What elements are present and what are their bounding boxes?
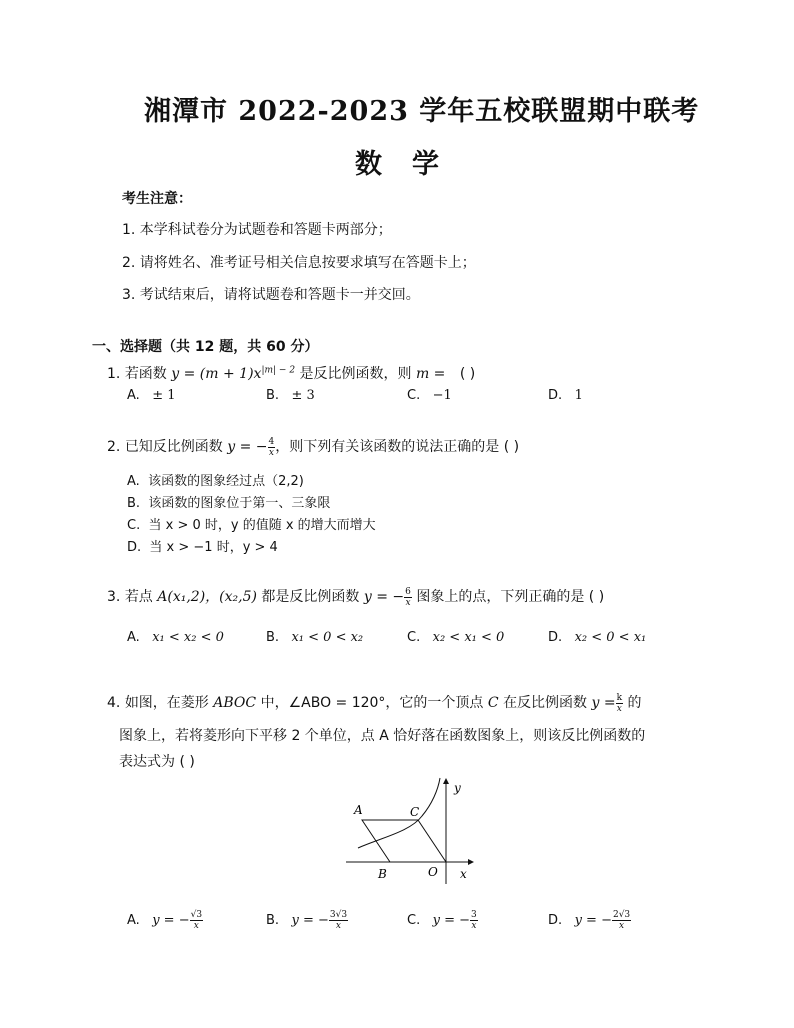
fraction: $\frac{k}{x}$ xyxy=(616,692,623,714)
question-number: 4. xyxy=(107,695,121,711)
question-4-line-2: 图象上，若将菱形向下平移 2 个单位，点 A 恰好落在函数图象上，则该反比例函数的 xyxy=(119,728,646,744)
question-text: 如图，在菱形 xyxy=(124,695,209,711)
option-a[interactable]: A. 该函数的图象经过点（2,2) xyxy=(127,474,304,489)
label-a: A xyxy=(354,803,363,817)
question-4-line-3: 表达式为 ( ) xyxy=(119,754,195,770)
option-a[interactable]: A. x₁ < x₂ < 0 xyxy=(127,630,224,645)
option-d[interactable]: D. y = − $\frac{2√3}{x}$ xyxy=(548,910,631,931)
option-a[interactable]: A. y = − $\frac{√3}{x}$ xyxy=(127,910,203,931)
fraction: $\frac{4}{x}$ xyxy=(268,436,275,458)
question-3 xyxy=(107,586,604,608)
math-expression: y = − xyxy=(227,439,268,455)
math-expression: y = − xyxy=(363,589,405,605)
subject-title: 数学 xyxy=(355,149,469,180)
notice-item-2: 2. 请将姓名、准考证号相关信息按要求填写在答题卡上； xyxy=(122,255,476,271)
question-text: 都是反比例函数 xyxy=(261,589,360,605)
answer-bracket: ( ) xyxy=(503,439,520,455)
option-a[interactable]: A. ± 1 xyxy=(127,388,176,403)
answer-bracket: ( ) xyxy=(588,589,605,605)
math-points: A(x₁,2)，(x₂,5) xyxy=(157,589,257,605)
notice-item-3: 3. 考试结束后，请将试题卷和答题卡一并交回。 xyxy=(122,287,420,303)
question-text: 若函数 xyxy=(124,366,167,382)
question-text: 的 xyxy=(627,695,642,711)
option-c[interactable]: C. y = − $\frac{3}{x}$ xyxy=(407,910,477,931)
answer-bracket: ( ) xyxy=(179,754,195,770)
option-c[interactable]: C. 当 x > 0 时，y 的值随 x 的增大而增大 xyxy=(127,518,376,533)
option-b[interactable]: B. y = − $\frac{3√3}{x}$ xyxy=(266,910,348,931)
math-shape: ABOC xyxy=(213,695,257,711)
option-c[interactable]: C. x₂ < x₁ < 0 xyxy=(407,630,505,645)
question-text: 是反比例函数，则 xyxy=(299,366,412,382)
option-d[interactable]: D. 1 xyxy=(548,388,583,403)
question-text: 中，∠ABO = 120°，它的一个顶点 xyxy=(260,695,484,711)
question-text: 若点 xyxy=(124,589,153,605)
option-b[interactable]: B. ± 3 xyxy=(266,388,315,403)
math-vertex: C xyxy=(487,695,499,711)
question-number: 2. xyxy=(107,439,121,455)
math-expression: y = xyxy=(591,695,616,711)
y-axis-arrow xyxy=(443,778,449,784)
hyperbola-curve xyxy=(358,778,440,848)
question-2 xyxy=(107,436,519,458)
math-variable: m = xyxy=(415,366,446,382)
fraction: $\frac{6}{x}$ xyxy=(405,586,411,608)
exam-title: 湘潭市 2022-2023 学年五校联盟期中联考 xyxy=(144,96,700,127)
label-o: O xyxy=(428,865,438,879)
option-b[interactable]: B. 该函数的图象位于第一、三象限 xyxy=(127,496,331,511)
question-text: ，则下列有关该函数的说法正确的是 xyxy=(275,439,500,455)
label-c: C xyxy=(410,805,420,819)
option-d[interactable]: D. 当 x > −1 时，y > 4 xyxy=(127,540,278,555)
notice-heading: 考生注意： xyxy=(122,191,192,207)
question-text: 图象上的点，下列正确的是 xyxy=(416,589,585,605)
rhombus-figure xyxy=(340,776,480,888)
label-y: y xyxy=(454,781,461,795)
question-number: 3. xyxy=(107,589,121,605)
section-heading: 一、选择题（共 12 题，共 60 分） xyxy=(92,339,319,355)
option-d[interactable]: D. x₂ < 0 < x₁ xyxy=(548,630,647,645)
notice-item-1: 1. 本学科试卷分为试题卷和答题卡两部分； xyxy=(122,222,392,238)
question-text: 在反比例函数 xyxy=(503,695,588,711)
option-b[interactable]: B. x₁ < 0 < x₂ xyxy=(266,630,364,645)
math-expression: $y = (m + 1)x^{|m| - 2}$ xyxy=(171,365,296,382)
question-text: 已知反比例函数 xyxy=(124,439,223,455)
option-c[interactable]: C. −1 xyxy=(407,388,452,403)
label-x: x xyxy=(460,867,467,881)
x-axis-arrow xyxy=(468,859,474,865)
question-1 xyxy=(107,363,475,383)
label-b: B xyxy=(378,867,387,881)
question-number: 1. xyxy=(107,366,121,382)
question-4 xyxy=(107,692,642,714)
answer-bracket: ( ) xyxy=(459,366,476,382)
